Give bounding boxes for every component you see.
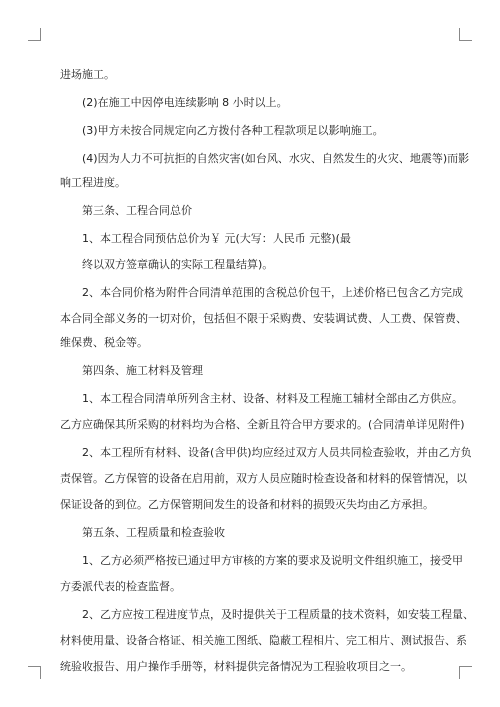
text-line: 2、乙方应按工程进度节点，及时提供关于工程质量的技术资料，如安装工程量、 — [82, 608, 474, 621]
section-heading: 第三条、工程合同总价 — [82, 204, 192, 217]
text-line: 响工程进度。 — [60, 176, 126, 189]
list-item: (2)在施工中因停电连续影响 8 小时以上。 — [82, 96, 288, 109]
text-line: 2、本合同价格为附件合同清单范围的含税总价包干，上述价格已包含乙方完成 — [82, 286, 463, 299]
section-heading: 第四条、施工材料及管理 — [82, 364, 203, 377]
text-line: 责保管。乙方保管的设备在启用前，双方人员应随时检查设备和材料的保管情况，以 — [60, 472, 467, 485]
text-line: 维保费、税金等。 — [60, 336, 148, 349]
text-line: 1、本工程合同预估总价为￥ 元(大写：人民币 元整)(最 — [82, 232, 351, 245]
crop-mark-bottom-left — [28, 666, 41, 679]
list-item: (4)因为人力不可抗拒的自然灾害(如台风、水灾、自然发生的火灾、地震等)而影 — [82, 152, 470, 165]
text-line: 2、本工程所有材料、设备(含甲供)均应经过双方人员共同检查验收，并由乙方负 — [82, 446, 472, 459]
crop-mark-top-right — [459, 28, 472, 41]
text-line: 终以双方签章确认的实际工程量结算)。 — [82, 258, 274, 271]
list-item: (3)甲方未按合同规定向乙方拨付各种工程款项足以影响施工。 — [82, 124, 384, 137]
text-line: 方委派代表的检查监督。 — [60, 580, 181, 593]
text-line: 本合同全部义务的一切对价，包括但不限于采购费、安装调试费、人工费、保管费、 — [60, 312, 467, 325]
text-line: 进场施工。 — [60, 68, 115, 81]
crop-mark-bottom-right — [459, 666, 472, 679]
text-line: 保证设备的到位。乙方保管期间发生的设备和材料的损毁灭失均由乙方承担。 — [60, 498, 434, 511]
text-line: 统验收报告、用户操作手册等，材料提供完备情况为工程验收项目之一。 — [60, 660, 412, 673]
text-line: 乙方应确保其所采购的材料均为合格、全新且符合甲方要求的。(合同清单详见附件) — [60, 418, 465, 431]
section-heading: 第五条、工程质量和检查验收 — [82, 526, 225, 539]
text-line: 1、乙方必须严格按已通过甲方审核的方案的要求及说明文件组织施工，接受甲 — [82, 554, 463, 567]
crop-mark-top-left — [28, 28, 41, 41]
text-line: 材料使用量、设备合格证、相关施工图纸、隐蔽工程相片、完工相片、测试报告、系 — [60, 634, 467, 647]
text-line: 1、本工程合同清单所列含主材、设备、材料及工程施工辅材全部由乙方供应。 — [82, 392, 463, 405]
